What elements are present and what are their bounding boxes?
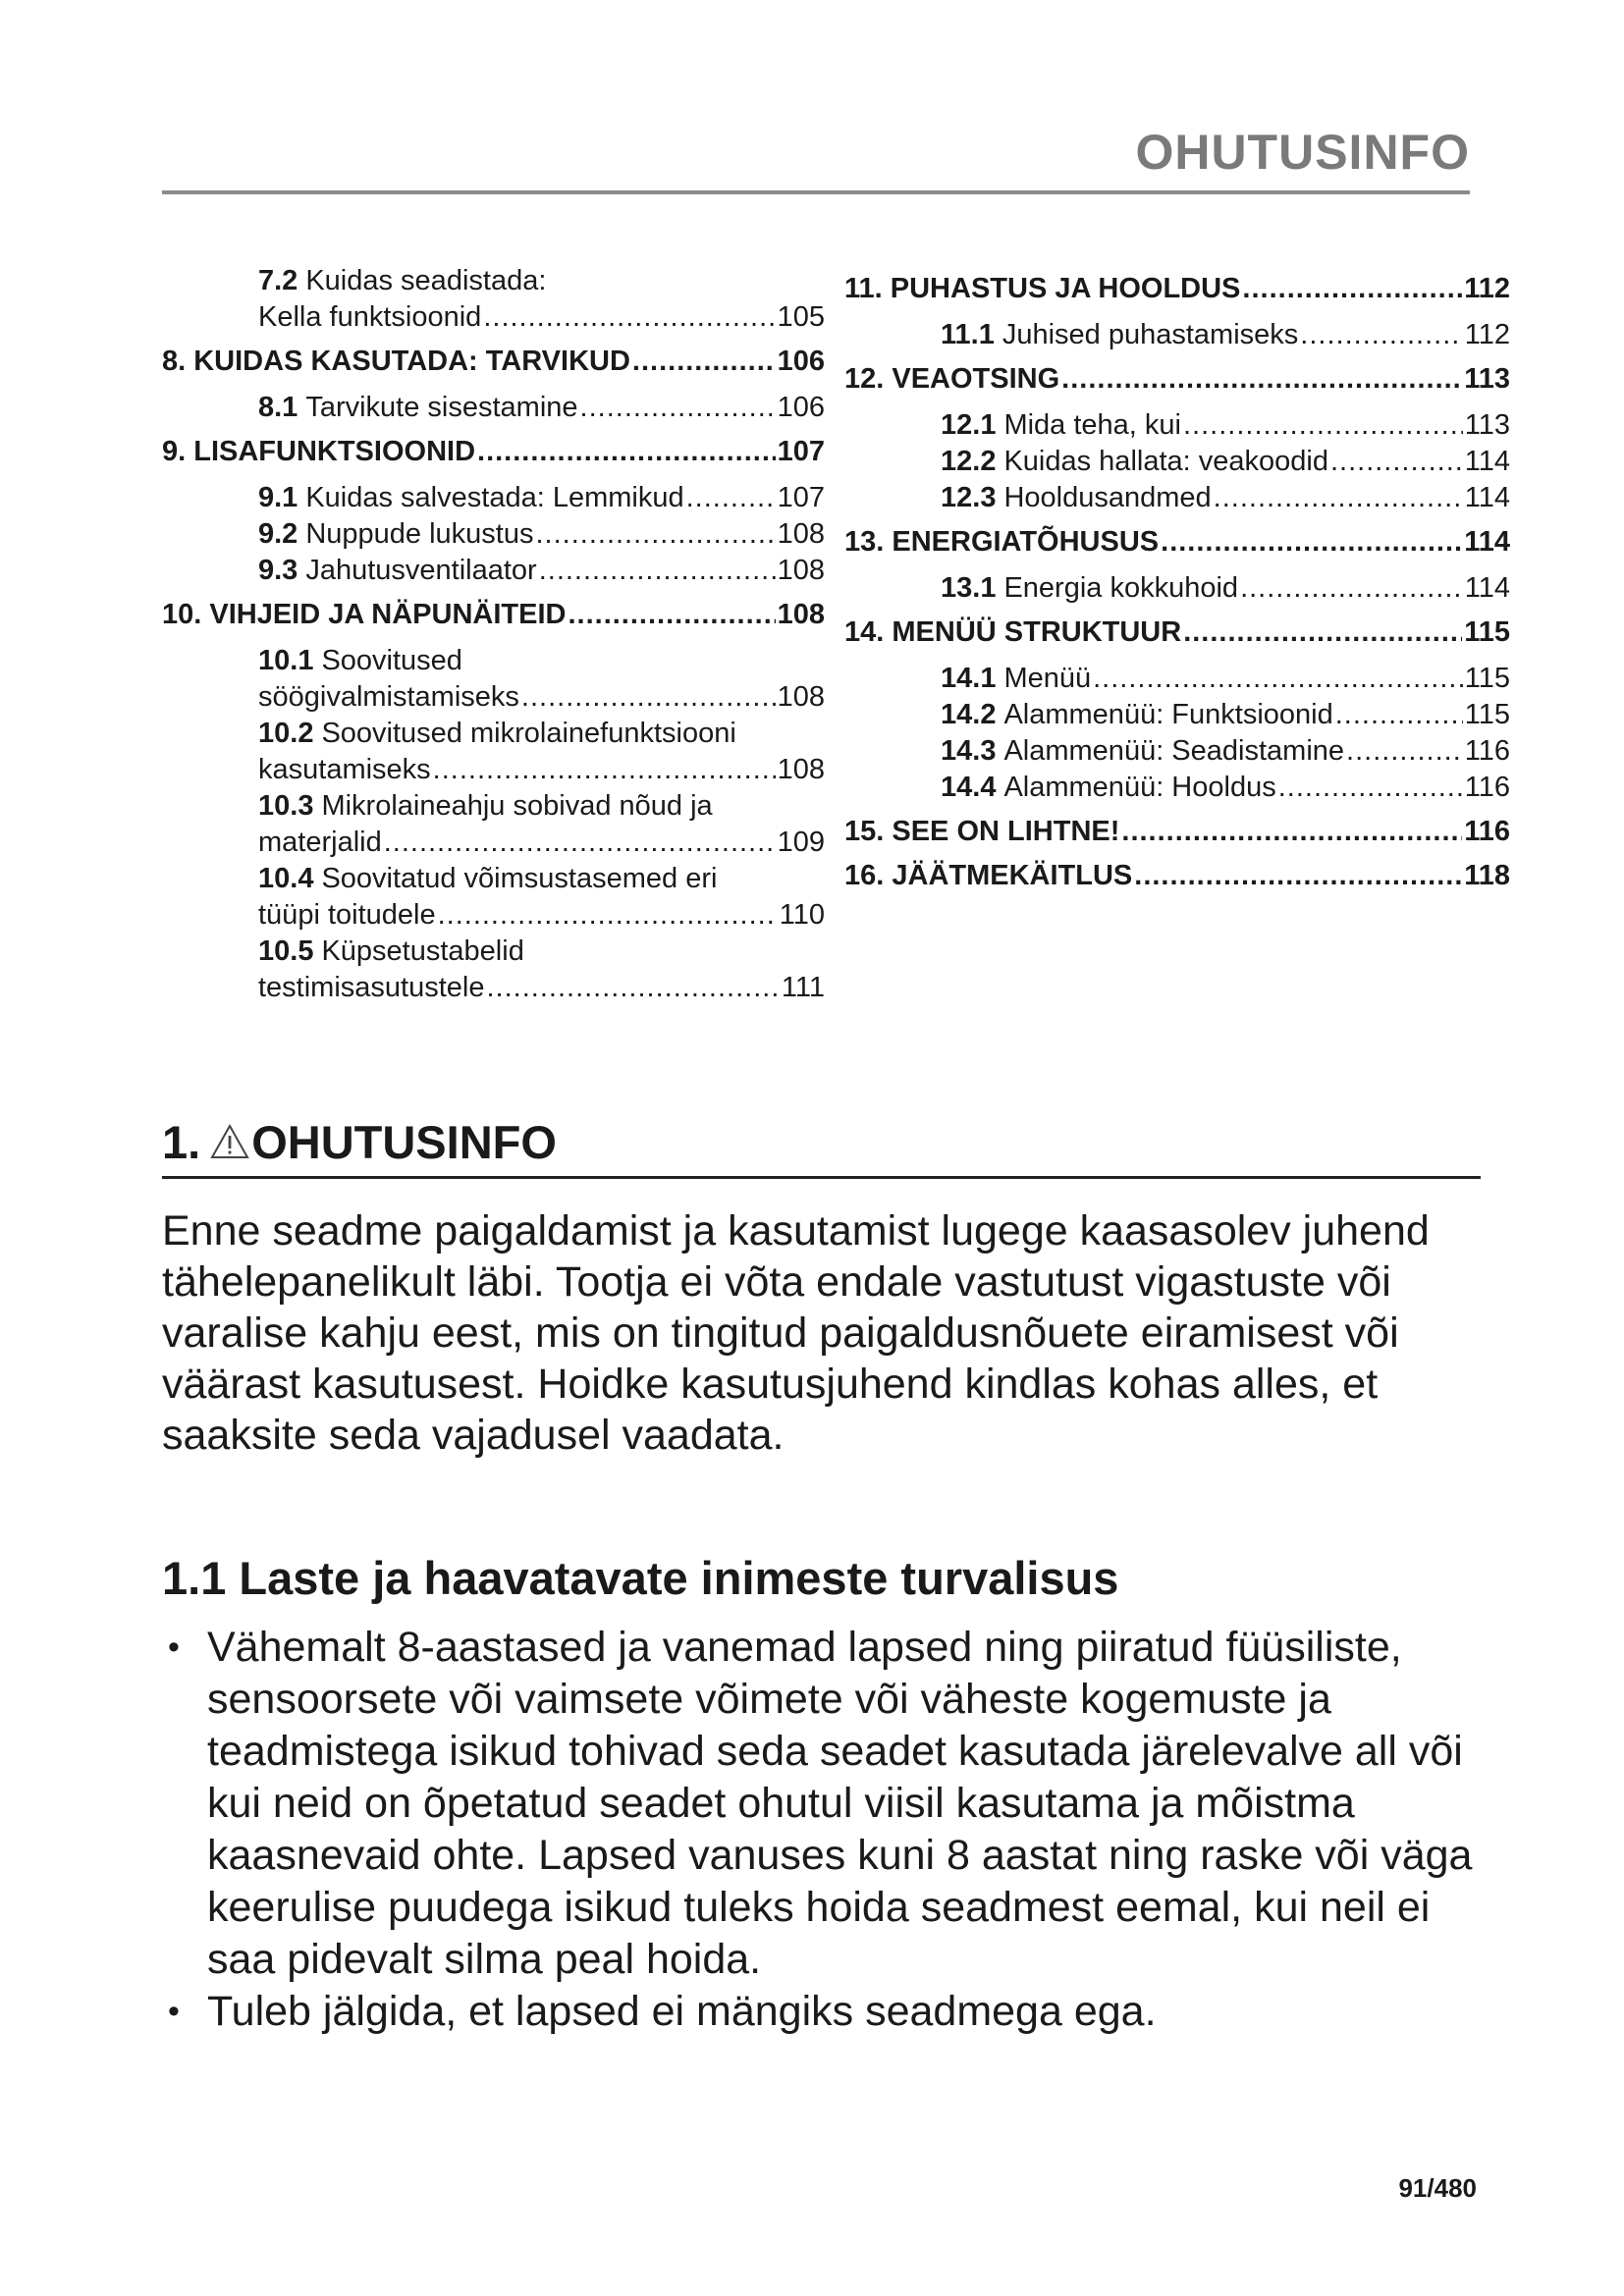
toc-page-number: 115 (1464, 699, 1510, 730)
list-item-text: Vähemalt 8-aastased ja vanemad lapsed ning piiratud füüsiliste, sensoorsete või vaimsete võimete või väheste kogemuste ja teadmistega isikud tohivad seda seadet kasutada järelevalve all või kui neid on õpetatud seadet ohutul viisil kasutama ja mõistma kaasnevaid ohte. Lapsed vanuses kuni 8 aastat ning raske või väga keerulise puudega isikud tuleks hoida seadmest eemal, kui neil ei saa pidevalt silma peal hoida. (207, 1624, 1473, 1983)
toc-label: Soovitused (321, 645, 462, 676)
toc-page-number: 114 (1464, 572, 1510, 604)
toc-leader-dots (487, 970, 780, 1006)
toc-page-number: 114 (1464, 526, 1510, 558)
toc-heading-entry (844, 616, 1510, 649)
toc-number: 10.4 (258, 863, 314, 894)
toc-entry (844, 697, 1510, 733)
toc-number: 10.2 (258, 718, 314, 749)
toc-left-column (162, 263, 825, 1006)
toc-leader-dots (686, 480, 776, 516)
toc-entry (844, 770, 1510, 806)
toc-label: Alammenüü: Seadistamine (1003, 735, 1345, 767)
toc-page-number: 115 (1464, 616, 1510, 648)
toc-page-number: 112 (1464, 319, 1510, 350)
toc-leader-dots (632, 346, 776, 378)
toc-label: Jahutusventilaator (305, 555, 537, 586)
toc-label: 13. ENERGIATÕHUSUS (844, 526, 1160, 558)
toc-label: Soovitused mikrolainefunktsiooni (321, 718, 736, 749)
toc-number: 13.1 (941, 572, 997, 604)
toc-leader-dots (433, 752, 776, 788)
toc-label: Mikrolaineahju sobivad nõud ja (321, 790, 713, 822)
toc-entry (162, 299, 825, 336)
toc-number: 12.1 (941, 409, 997, 441)
toc-label: 11. PUHASTUS JA HOOLDUS (844, 273, 1241, 304)
toc-number: 14.2 (941, 699, 997, 730)
toc-heading-entry (162, 346, 825, 378)
toc-label: Kuidas salvestada: Lemmikud (305, 482, 684, 513)
toc-leader-dots (1240, 570, 1463, 607)
toc-page-number: 109 (777, 827, 825, 858)
toc-page-number: 113 (1464, 363, 1510, 395)
toc-page-number: 116 (1464, 816, 1510, 847)
toc-label: Kuidas hallata: veakoodid (1003, 446, 1328, 477)
toc-label: söögivalmistamiseks (258, 681, 519, 713)
toc-number: 10.5 (258, 935, 314, 967)
toc-entry (844, 444, 1510, 480)
toc-number: 12.2 (941, 446, 997, 477)
list-item (162, 1986, 1483, 2038)
toc-label: 16. JÄÄTMEKÄITLUS (844, 860, 1133, 891)
section-number: 1. (162, 1115, 201, 1168)
toc-page-number: 116 (1464, 772, 1510, 803)
toc-heading-entry (162, 436, 825, 468)
toc-entry (162, 679, 825, 716)
toc-entry (162, 970, 825, 1006)
toc-leader-dots (1242, 273, 1462, 305)
toc-page-number: 105 (777, 301, 825, 333)
toc-page-number: 114 (1464, 446, 1510, 477)
toc-page-number: 108 (777, 754, 825, 785)
toc-leader-dots (1335, 697, 1463, 733)
bullet-dot: • (168, 1629, 180, 1666)
toc-label: kasutamiseks (258, 754, 431, 785)
toc-leader-dots (1121, 816, 1462, 848)
toc-label: Kuidas seadistada: (305, 265, 547, 296)
toc-label: materjalid (258, 827, 382, 858)
toc-page-number: 107 (777, 436, 825, 467)
intro-paragraph: Enne seadme paigaldamist ja kasutamist lugege kaasasolev juhend tähelepanelikult läbi. Tootja ei võta endale vastutust vigastuste või varalise kahju eest, mis on tingitud paigaldusnõuete eiramisest või väärast kasutusest. Hoidke kasutusjuhend kindlas kohas alles, et saaksite seda vajadusel vaadata. (162, 1207, 1430, 1459)
toc-heading-entry (844, 273, 1510, 305)
toc-leader-dots (1183, 616, 1462, 649)
toc-entry (162, 553, 825, 589)
toc-entry (162, 752, 825, 788)
toc-leader-dots (477, 436, 776, 468)
toc-label: Küpsetustabelid (321, 935, 524, 967)
toc-label: Hooldusandmed (1003, 482, 1212, 513)
toc-entry (162, 788, 825, 825)
toc-page-number: 118 (1464, 860, 1510, 891)
page-header (162, 116, 1470, 194)
toc-leader-dots (1300, 317, 1462, 353)
toc-leader-dots (1278, 770, 1463, 806)
subsection-heading: 1.1 Laste ja haavatavate inimeste turvalisus (162, 1552, 1119, 1604)
toc-page-number: 106 (777, 392, 825, 423)
toc-number: 11.1 (941, 319, 995, 350)
toc-entry (162, 390, 825, 426)
toc-entry (162, 716, 825, 752)
toc-page-number: 108 (777, 555, 825, 586)
toc-label: 9. LISAFUNKTSIOONID (162, 436, 476, 467)
toc-leader-dots (1330, 444, 1463, 480)
toc-right-column (844, 263, 1510, 904)
toc-entry (844, 407, 1510, 444)
toc-leader-dots (1093, 661, 1463, 697)
toc-entry (844, 733, 1510, 770)
toc-label: Alammenüü: Funktsioonid (1003, 699, 1333, 730)
toc-label: Alammenüü: Hooldus (1003, 772, 1276, 803)
toc-label: 12. VEAOTSING (844, 363, 1060, 395)
list-item (162, 1622, 1483, 1986)
list-item-text: Tuleb jälgida, et lapsed ei mängiks seadmega ega. (207, 1988, 1157, 2035)
toc-page-number: 112 (1464, 273, 1510, 304)
section-heading (162, 1107, 1481, 1179)
toc-page-number: 111 (781, 972, 825, 1003)
toc-leader-dots (535, 516, 775, 553)
toc-label: 15. SEE ON LIHTNE! (844, 816, 1120, 847)
toc-number: 9.3 (258, 555, 298, 586)
header-title: OHUTUSINFO (1135, 125, 1470, 180)
toc-page-number: 108 (777, 681, 825, 713)
toc-leader-dots (438, 897, 778, 934)
toc-page-number: 115 (1464, 663, 1510, 694)
toc-number: 7.2 (258, 265, 298, 296)
toc-leader-dots (521, 679, 776, 716)
toc-entry (162, 263, 825, 299)
toc-entry (844, 480, 1510, 516)
toc-label: Menüü (1003, 663, 1092, 694)
toc-heading-entry (162, 599, 825, 631)
page-number: 91/480 (1398, 2173, 1477, 2203)
toc-number: 14.4 (941, 772, 997, 803)
toc-leader-dots (1134, 860, 1462, 892)
toc-leader-dots (483, 299, 775, 336)
toc-label: Nuppude lukustus (305, 518, 534, 550)
toc-entry (162, 516, 825, 553)
toc-number: 9.2 (258, 518, 298, 550)
toc-number: 14.1 (941, 663, 997, 694)
toc-entry (844, 661, 1510, 697)
toc-page-number: 116 (1464, 735, 1510, 767)
toc-label: Juhised puhastamiseks (1001, 319, 1299, 350)
toc-heading-entry (844, 816, 1510, 848)
toc-page-number: 108 (777, 518, 825, 550)
toc-label: 14. MENÜÜ STRUKTUUR (844, 616, 1182, 648)
toc-leader-dots (1161, 526, 1462, 559)
toc-heading-entry (844, 526, 1510, 559)
toc-number: 10.3 (258, 790, 314, 822)
toc-leader-dots (1183, 407, 1463, 444)
toc-entry (844, 570, 1510, 607)
toc-label: testimisasutustele (258, 972, 485, 1003)
toc-leader-dots (539, 553, 776, 589)
toc-label: 10. VIHJEID JA NÄPUNÄITEID (162, 599, 567, 630)
toc-leader-dots (1214, 480, 1463, 516)
toc-page-number: 114 (1464, 482, 1510, 513)
section-title: OHUTUSINFO (251, 1115, 557, 1168)
toc-leader-dots (1346, 733, 1463, 770)
toc-label: Kella funktsioonid (258, 301, 482, 333)
toc-number: 14.3 (941, 735, 997, 767)
bullet-dot: • (168, 1993, 180, 2030)
toc-entry (162, 825, 825, 861)
toc-number: 8.1 (258, 392, 298, 423)
toc-leader-dots (384, 825, 776, 861)
toc-label: tüüpi toitudele (258, 899, 436, 931)
toc-entry (162, 643, 825, 679)
toc-label: Mida teha, kui (1003, 409, 1181, 441)
toc-number: 9.1 (258, 482, 298, 513)
toc-number: 10.1 (258, 645, 314, 676)
warning-icon (210, 1124, 249, 1159)
toc-label: 8. KUIDAS KASUTADA: TARVIKUD (162, 346, 630, 377)
bullet-list (162, 1622, 1483, 2038)
toc-page-number: 106 (777, 346, 825, 377)
toc-label: Tarvikute sisestamine (305, 392, 578, 423)
toc-number: 12.3 (941, 482, 997, 513)
toc-label: Soovitatud võimsustasemed eri (321, 863, 718, 894)
toc-heading-entry (844, 363, 1510, 396)
toc-entry (844, 317, 1510, 353)
toc-page-number: 110 (779, 899, 825, 931)
toc-entry (162, 480, 825, 516)
toc-entry (162, 897, 825, 934)
toc-leader-dots (568, 599, 775, 631)
toc-page-number: 108 (777, 599, 825, 630)
toc-entry (162, 934, 825, 970)
toc-entry (162, 861, 825, 897)
toc-page-number: 107 (777, 482, 825, 513)
toc-heading-entry (844, 860, 1510, 892)
toc-label: Energia kokkuhoid (1003, 572, 1239, 604)
toc-leader-dots (1061, 363, 1462, 396)
toc-leader-dots (580, 390, 776, 426)
toc-page-number: 113 (1464, 409, 1510, 441)
